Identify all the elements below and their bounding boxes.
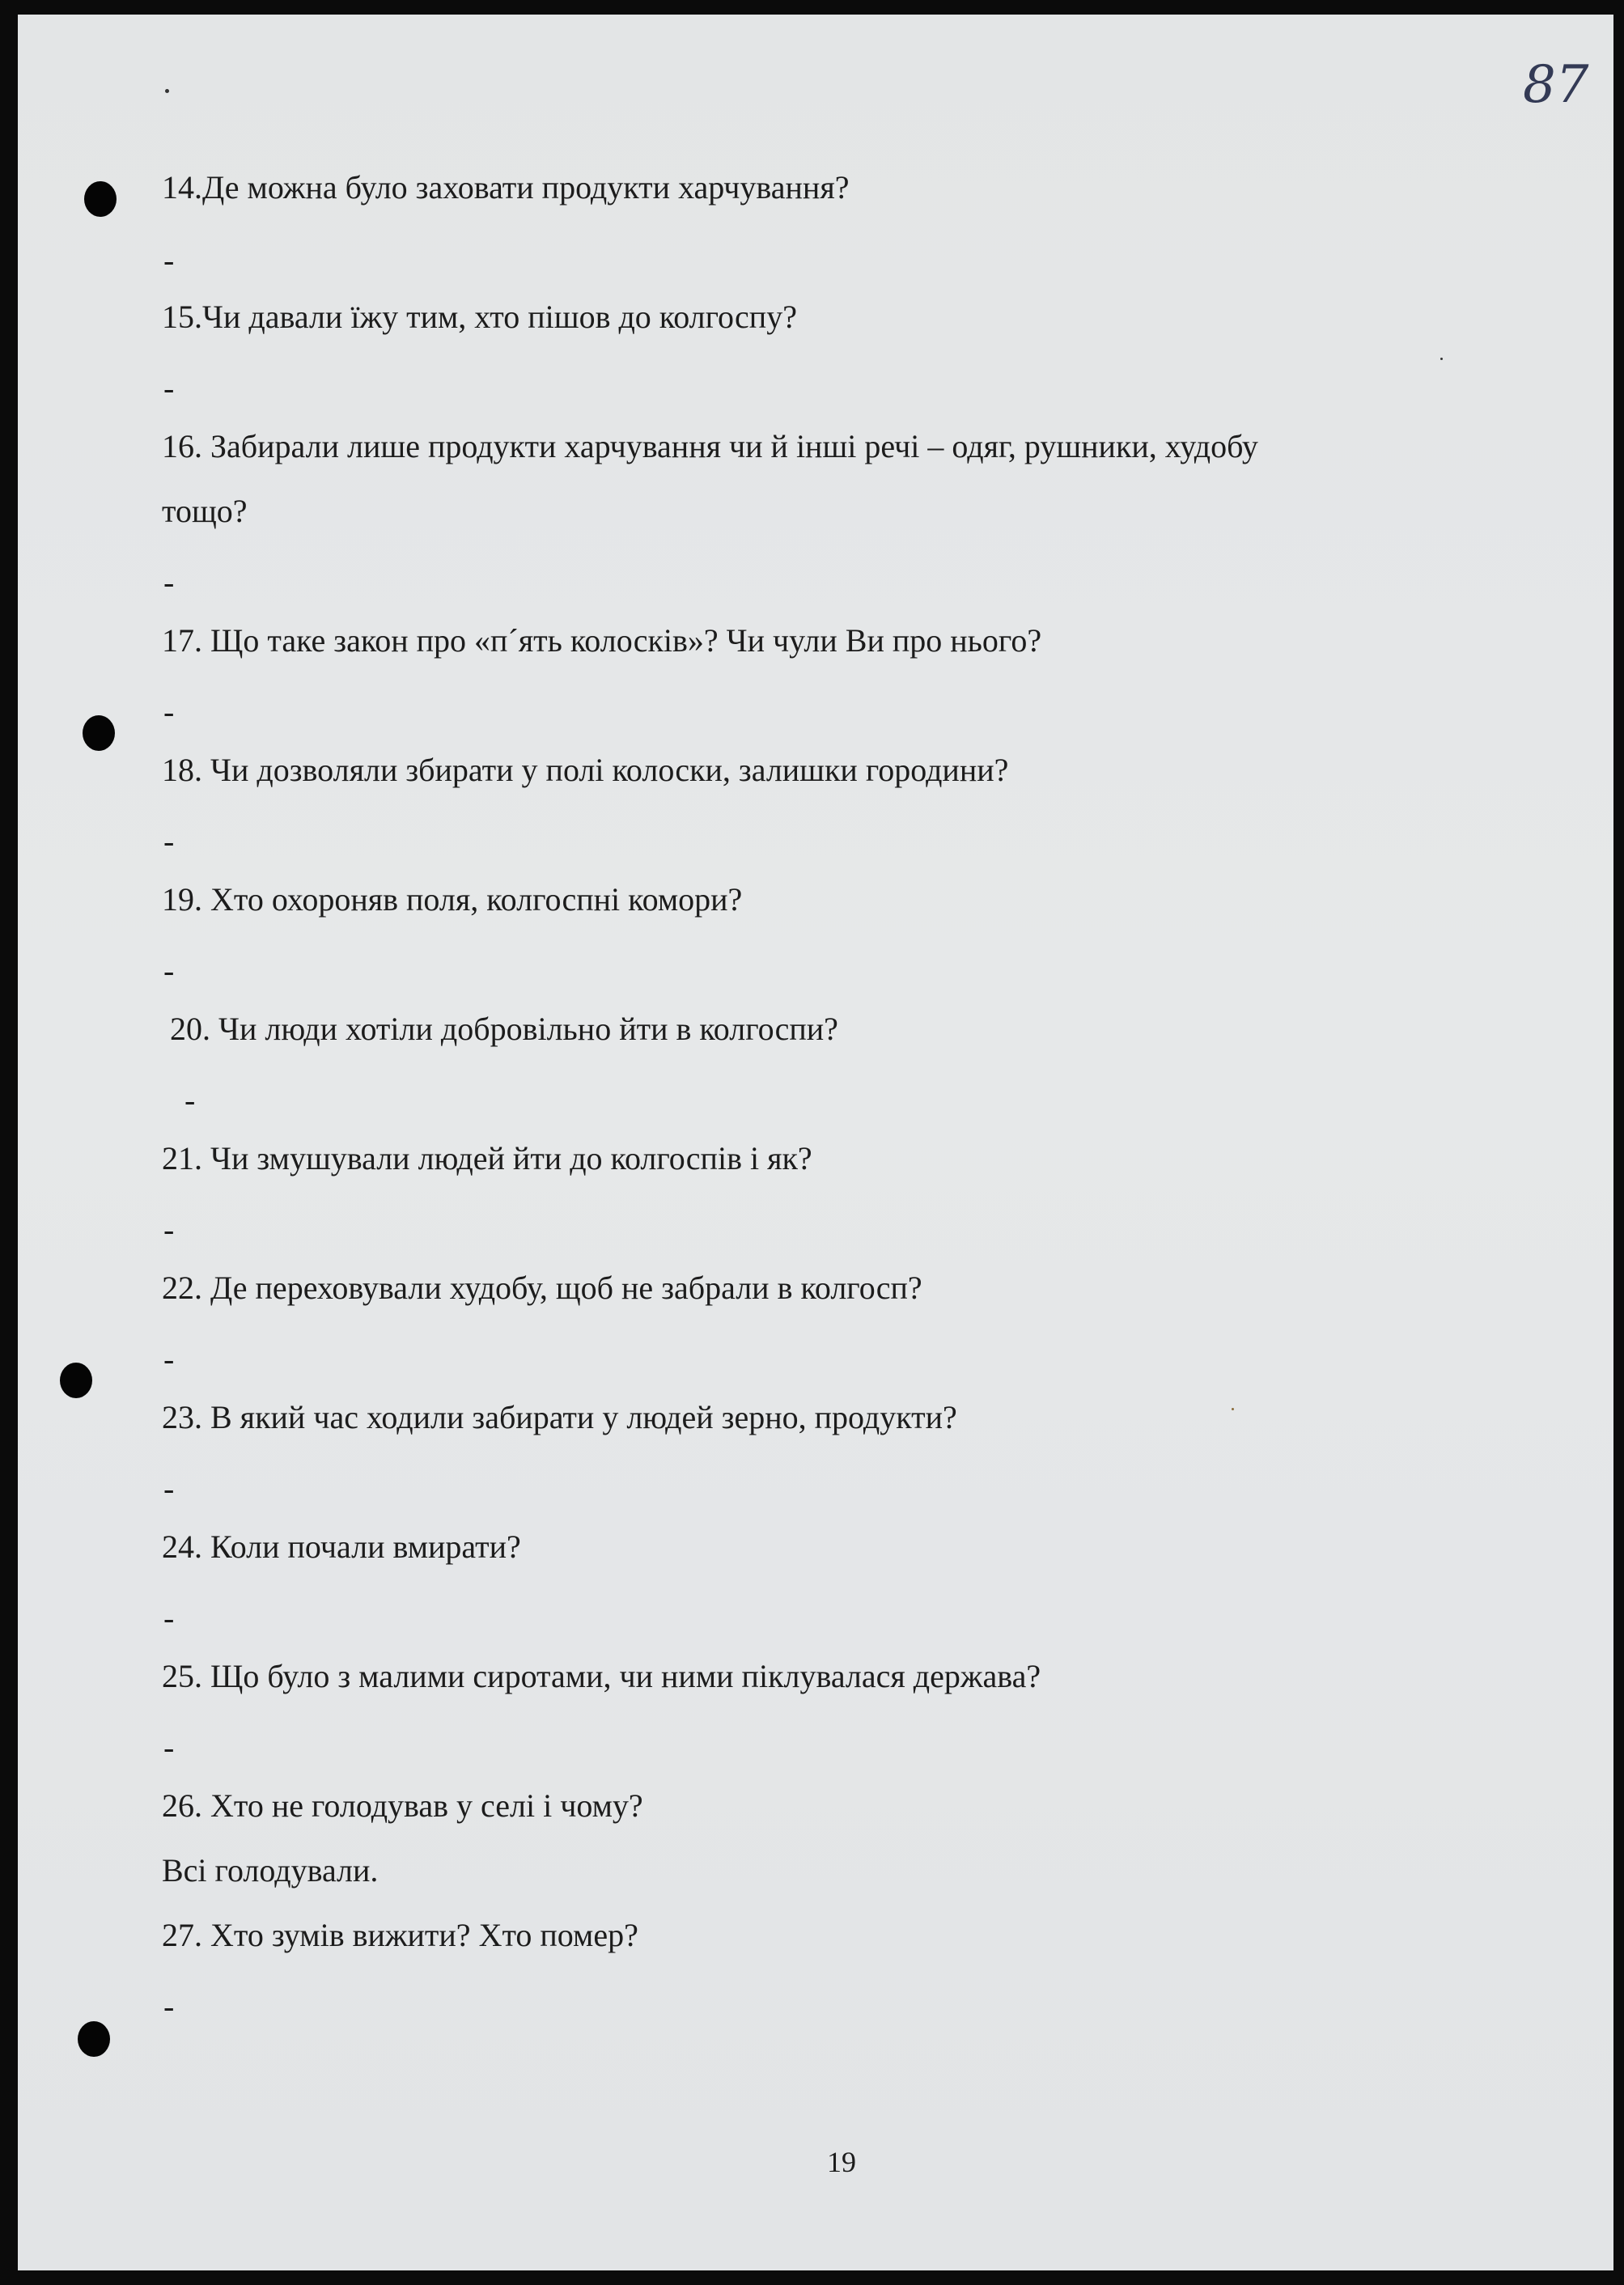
- answer-19: -: [163, 952, 175, 989]
- answer-26: Всі голодували.: [162, 1852, 379, 1889]
- question-20: 20. Чи люди хотіли добровільно йти в колгоспи?: [170, 1011, 838, 1047]
- answer-16: -: [163, 564, 175, 600]
- answer-22: -: [163, 1341, 175, 1377]
- question-15: 15.Чи давали їжу тим, хто пішов до колгоспу?: [162, 299, 797, 335]
- question-21: 21. Чи змушували людей йти до колгоспів і як?: [162, 1140, 812, 1176]
- answer-15: -: [163, 370, 175, 406]
- punch-hole: [78, 2021, 110, 2057]
- answer-24: -: [163, 1600, 175, 1636]
- question-23: 23. В який час ходили забирати у людей зерно, продукти?: [162, 1399, 957, 1435]
- question-25: 25. Що було з малими сиротами, чи ними піклувалася держава?: [162, 1658, 1041, 1694]
- answer-14: -: [163, 242, 175, 278]
- question-16: 16. Забирали лише продукти харчування чи й інші речі – одяг, рушники, худобу: [162, 428, 1258, 464]
- answer-21: -: [163, 1211, 175, 1248]
- speck: [1232, 1408, 1234, 1410]
- answer-23: -: [163, 1470, 175, 1507]
- answer-27: -: [163, 1988, 175, 2024]
- handwritten-archive-number: 87: [1523, 55, 1589, 115]
- answer-18: -: [163, 823, 175, 859]
- question-14: 14.Де можна було заховати продукти харчування?: [162, 169, 850, 206]
- punch-hole: [83, 715, 115, 751]
- question-26: 26. Хто не голодував у селі і чому?: [162, 1787, 643, 1824]
- speck: [165, 89, 169, 93]
- question-17: 17. Що таке закон про «п´ять колосків»? Чи чули Ви про нього?: [162, 622, 1042, 659]
- question-16-continuation: тощо?: [162, 493, 248, 529]
- punch-hole: [84, 181, 117, 217]
- question-18: 18. Чи дозволяли збирати у полі колоски, залишки городини?: [162, 752, 1009, 788]
- question-22: 22. Де переховували худобу, щоб не забрали в колгосп?: [162, 1270, 922, 1306]
- question-19: 19. Хто охороняв поля, колгоспні комори?: [162, 881, 743, 918]
- answer-20: -: [184, 1082, 196, 1118]
- document-page: [18, 15, 1613, 2270]
- question-24: 24. Коли почали вмирати?: [162, 1528, 521, 1565]
- speck: [1440, 358, 1443, 360]
- answer-17: -: [163, 693, 175, 730]
- punch-hole: [60, 1363, 92, 1398]
- answer-25: -: [163, 1729, 175, 1766]
- question-27: 27. Хто зумів вижити? Хто помер?: [162, 1917, 638, 1953]
- page-number: 19: [827, 2146, 856, 2178]
